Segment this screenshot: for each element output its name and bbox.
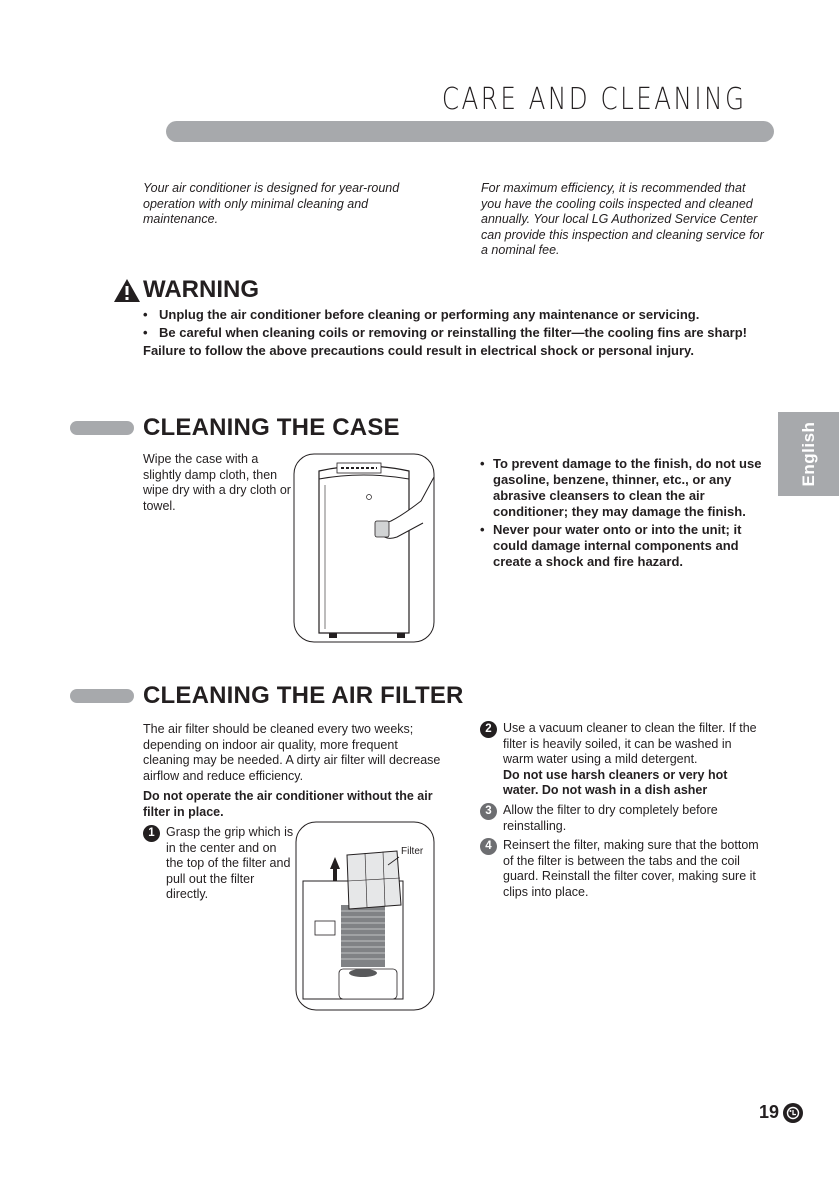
- step-text: Use a vacuum cleaner to clean the filter. If the filter is heavily soiled, it can be washed in warm water using a mild detergent.: [503, 721, 757, 766]
- warning-heading: [113, 276, 259, 304]
- warning-bullet: • Unplug the air conditioner before cleaning or performing any maintenance or servicing.: [143, 306, 783, 324]
- step-number: 4: [480, 838, 497, 855]
- step-4: [480, 838, 765, 900]
- lg-logo-icon: [783, 1103, 803, 1123]
- filter-warning-text: Do not operate the air conditioner without the air filter in place.: [143, 789, 433, 819]
- filter-illustration: [295, 821, 435, 1011]
- filter-warning: [143, 789, 433, 820]
- page-number: [759, 1102, 803, 1123]
- case-text: Wipe the case with a slightly damp cloth, then wipe dry with a dry cloth or towel.: [143, 452, 291, 513]
- filter-section-title: CLEANING THE AIR FILTER: [143, 682, 464, 709]
- case-section-title: CLEANING THE CASE: [143, 414, 400, 441]
- step-text: Grasp the grip which is in the center and on the top of the filter and pull out the filter directly.: [166, 825, 294, 901]
- step-text: Allow the filter to dry completely before reinstalling.: [503, 803, 718, 833]
- intro-left: Your air conditioner is designed for year-round operation with only minimal cleaning and maintenance.: [143, 181, 400, 226]
- page-title: CARE AND CLEANING: [442, 82, 747, 117]
- step-text: Reinsert the filter, making sure that the bottom of the filter is between the tabs and the coil guard. Reinstall the filter cover, making sure it clips into place.: [503, 838, 759, 899]
- header-bar: [166, 121, 774, 142]
- section-pill: [70, 421, 134, 435]
- language-tab-label: English: [798, 421, 818, 487]
- case-bullets: [480, 456, 775, 572]
- case-bullet: • Never pour water onto or into the unit; it could damage internal components and create a shock and fire hazard.: [480, 522, 775, 570]
- section-pill: [70, 689, 134, 703]
- intro-right: For maximum efficiency, it is recommended that you have the cooling coils inspected and cleaned annually. Your local LG Authorized Service Center can provide this inspection and cleaning service for a nominal fee.: [481, 181, 764, 257]
- warning-icon: [113, 278, 141, 303]
- warning-list: [143, 306, 783, 360]
- step-1: [143, 825, 295, 903]
- warning-footer: Failure to follow the above precautions could result in electrical shock or personal injury.: [143, 343, 694, 358]
- step-2: [480, 721, 765, 799]
- warning-title: WARNING: [143, 276, 259, 303]
- filter-label: Filter: [401, 846, 424, 857]
- case-bullet: • To prevent damage to the finish, do not use gasoline, benzene, thinner, etc., or any abrasive cleansers to clean the air conditioner; they may damage the finish.: [480, 456, 775, 520]
- page-number-text: 19: [758, 1102, 779, 1122]
- filter-intro: The air filter should be cleaned every two weeks; depending on indoor air quality, more frequent cleaning may be needed. A dirty air filter will decrease airflow and reduce efficiency.: [143, 722, 441, 783]
- step-3: [480, 803, 765, 834]
- step-number: 1: [143, 825, 160, 842]
- warning-bullet: • Be careful when cleaning coils or removing or reinstalling the filter—the cooling fins are sharp!: [143, 324, 783, 342]
- step-number: 3: [480, 803, 497, 820]
- step-bold-text: Do not use harsh cleaners or very hot water. Do not wash in a dish asher: [503, 767, 728, 797]
- language-tab: [778, 412, 839, 496]
- case-illustration: [293, 453, 435, 643]
- step-number: 2: [480, 721, 497, 738]
